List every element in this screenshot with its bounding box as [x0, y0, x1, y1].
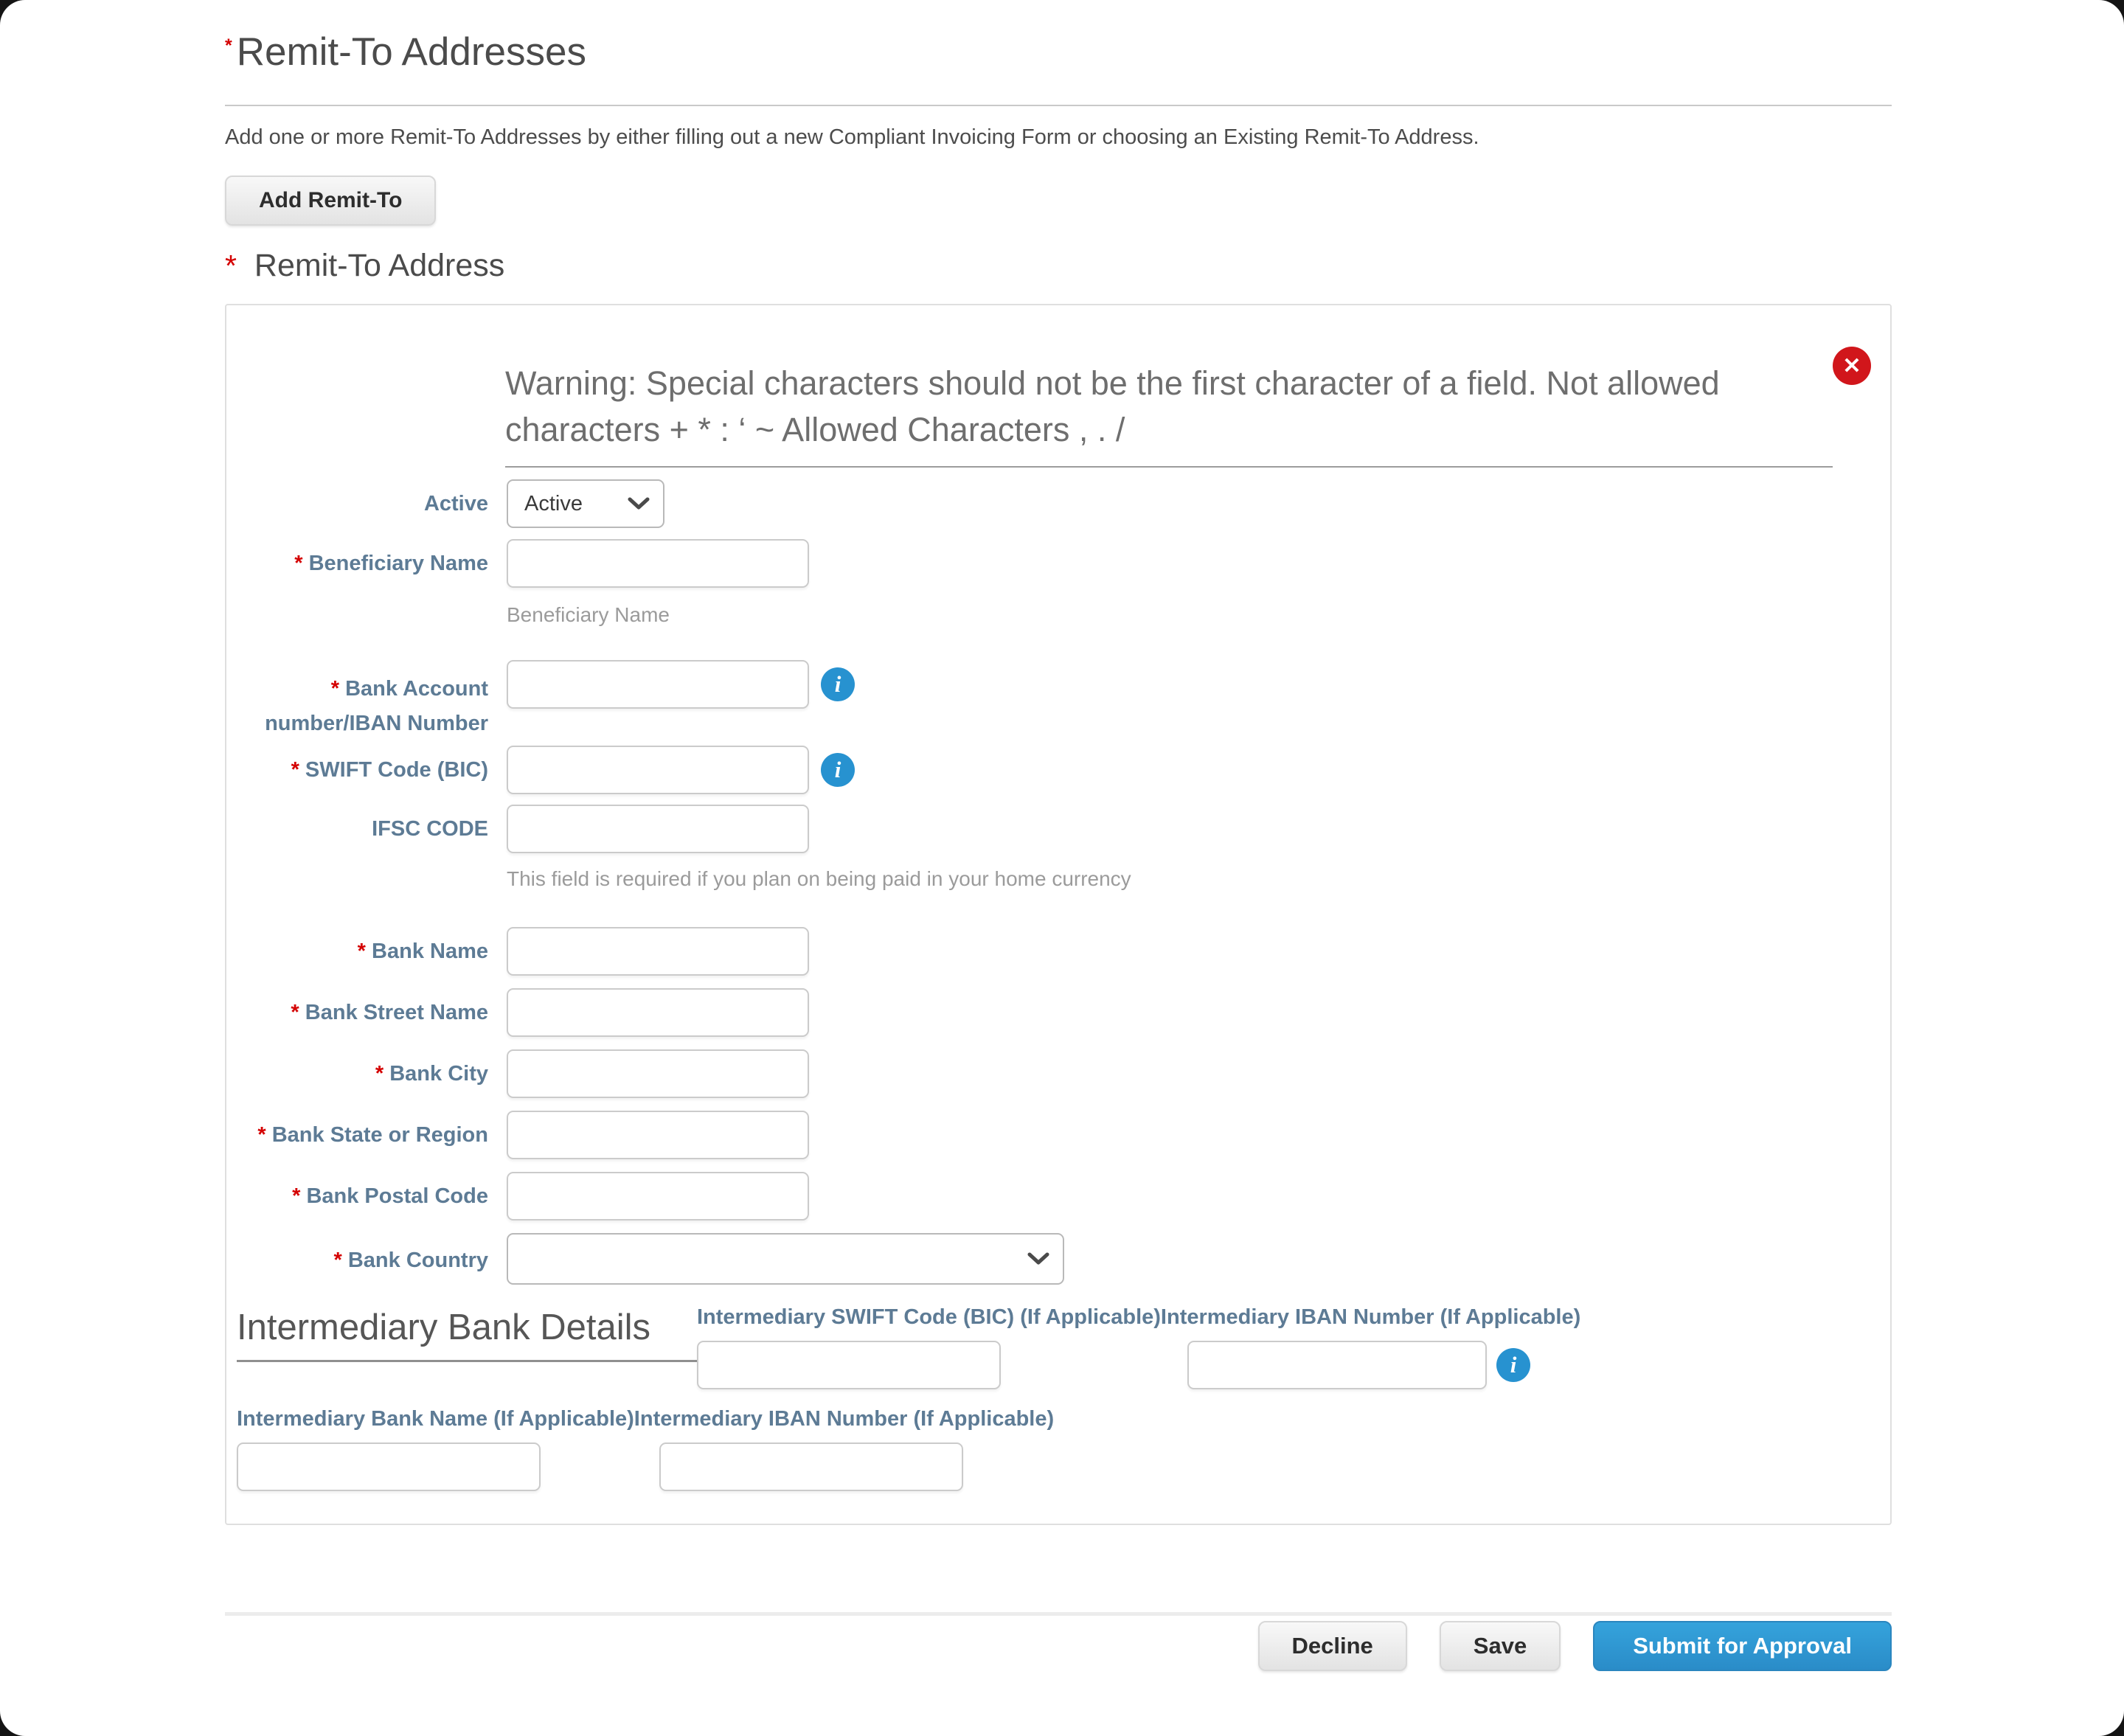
required-marker: * [291, 758, 299, 782]
info-glyph: i [834, 671, 841, 697]
close-icon: ✕ [1842, 353, 1861, 378]
bank-account-label-line1: Bank Account [345, 677, 488, 701]
info-icon[interactable] [821, 667, 855, 701]
intermediary-bank-name-input[interactable] [237, 1442, 541, 1491]
bank-city-label [226, 1049, 488, 1098]
bank-city-label-text: Bank City [389, 1062, 488, 1086]
bank-name-label-text: Bank Name [372, 940, 488, 963]
section-title [225, 248, 504, 284]
intermediary-row2-labels [237, 1407, 1054, 1431]
chevron-down-icon [628, 497, 650, 510]
intermediary-section-title: Intermediary Bank Details [237, 1307, 703, 1362]
section-title-text: Remit-To Address [254, 248, 505, 283]
bank-postal-label-text: Bank Postal Code [306, 1184, 488, 1208]
required-marker: * [257, 1123, 266, 1147]
required-marker: * [225, 35, 232, 56]
warning-close-button[interactable] [1833, 347, 1871, 385]
remit-to-address-panel [225, 304, 1892, 1525]
footer-divider [225, 1612, 1892, 1616]
intermediary-bank-name-label: Intermediary Bank Name (If Applicable) [237, 1407, 634, 1431]
bank-account-label [226, 672, 488, 741]
active-select-value: Active [524, 491, 583, 515]
title-divider [225, 105, 1892, 106]
chevron-down-icon [1027, 1252, 1049, 1265]
bank-city-input[interactable] [507, 1049, 809, 1098]
info-glyph: i [1510, 1352, 1517, 1378]
beneficiary-name-label [226, 539, 488, 588]
intermediary-iban2-label: Intermediary IBAN Number (If Applicable) [634, 1407, 1055, 1431]
add-remit-to-button[interactable]: Add Remit-To [225, 176, 436, 226]
required-marker: * [330, 677, 340, 701]
bank-state-label-text: Bank State or Region [271, 1123, 488, 1147]
ifsc-helper: This field is required if you plan on being paid in your home currency [507, 867, 1131, 890]
bank-name-input[interactable] [507, 927, 809, 976]
save-button[interactable]: Save [1440, 1621, 1561, 1671]
required-marker: * [375, 1062, 384, 1086]
intermediary-swift-label: Intermediary SWIFT Code (BIC) (If Applicable) [697, 1305, 1161, 1329]
required-marker: * [333, 1249, 342, 1272]
page-description: Add one or more Remit-To Addresses by either filling out a new Compliant Invoicing Form or choosing an Existing Remit-To Address. [225, 125, 1479, 149]
beneficiary-name-label-text: Beneficiary Name [308, 552, 488, 575]
bank-name-label [226, 927, 488, 976]
required-marker: * [291, 1001, 299, 1024]
warning-banner: Warning: Special characters should not be the first character of a field. Not allowed characters + * : ‘ ~ Allowed Characters , . / [505, 360, 1833, 468]
page-title [225, 29, 586, 74]
submit-for-approval-button[interactable]: Submit for Approval [1593, 1621, 1892, 1671]
bank-account-input[interactable] [507, 660, 809, 709]
required-marker: * [225, 249, 237, 282]
beneficiary-name-input[interactable] [507, 539, 809, 588]
swift-code-input[interactable] [507, 746, 809, 794]
decline-button[interactable]: Decline [1258, 1621, 1407, 1671]
bank-state-input[interactable] [507, 1111, 809, 1159]
ifsc-code-label: IFSC CODE [372, 817, 488, 841]
intermediary-iban-input[interactable] [1187, 1341, 1487, 1389]
info-glyph: i [834, 757, 841, 782]
swift-code-label-text: SWIFT Code (BIC) [305, 758, 488, 782]
beneficiary-name-helper: Beneficiary Name [507, 603, 670, 626]
intermediary-swift-input[interactable] [697, 1341, 1001, 1389]
required-marker: * [292, 1184, 301, 1208]
required-marker: * [294, 552, 303, 575]
footer-actions [1258, 1621, 1892, 1671]
bank-postal-input[interactable] [507, 1172, 809, 1221]
info-icon[interactable] [1496, 1348, 1530, 1382]
bank-account-label-line2: number/IBAN Number [265, 712, 488, 735]
bank-postal-label [226, 1172, 488, 1221]
page-title-text: Remit-To Addresses [236, 30, 586, 74]
ifsc-code-input[interactable] [507, 805, 809, 853]
info-icon[interactable] [821, 753, 855, 787]
intermediary-iban2-input[interactable] [659, 1442, 963, 1491]
bank-country-select[interactable] [507, 1233, 1064, 1285]
swift-code-label [226, 746, 488, 794]
bank-street-label [226, 988, 488, 1037]
active-select[interactable] [507, 479, 664, 528]
bank-street-input[interactable] [507, 988, 809, 1037]
bank-country-label-text: Bank Country [347, 1249, 488, 1272]
intermediary-iban-label: Intermediary IBAN Number (If Applicable) [1160, 1305, 1581, 1329]
active-label: Active [423, 492, 488, 515]
bank-street-label-text: Bank Street Name [305, 1001, 488, 1024]
bank-country-label [226, 1235, 488, 1286]
bank-state-label [226, 1111, 488, 1159]
intermediary-row1-labels [697, 1305, 1580, 1330]
required-marker: * [357, 940, 366, 963]
